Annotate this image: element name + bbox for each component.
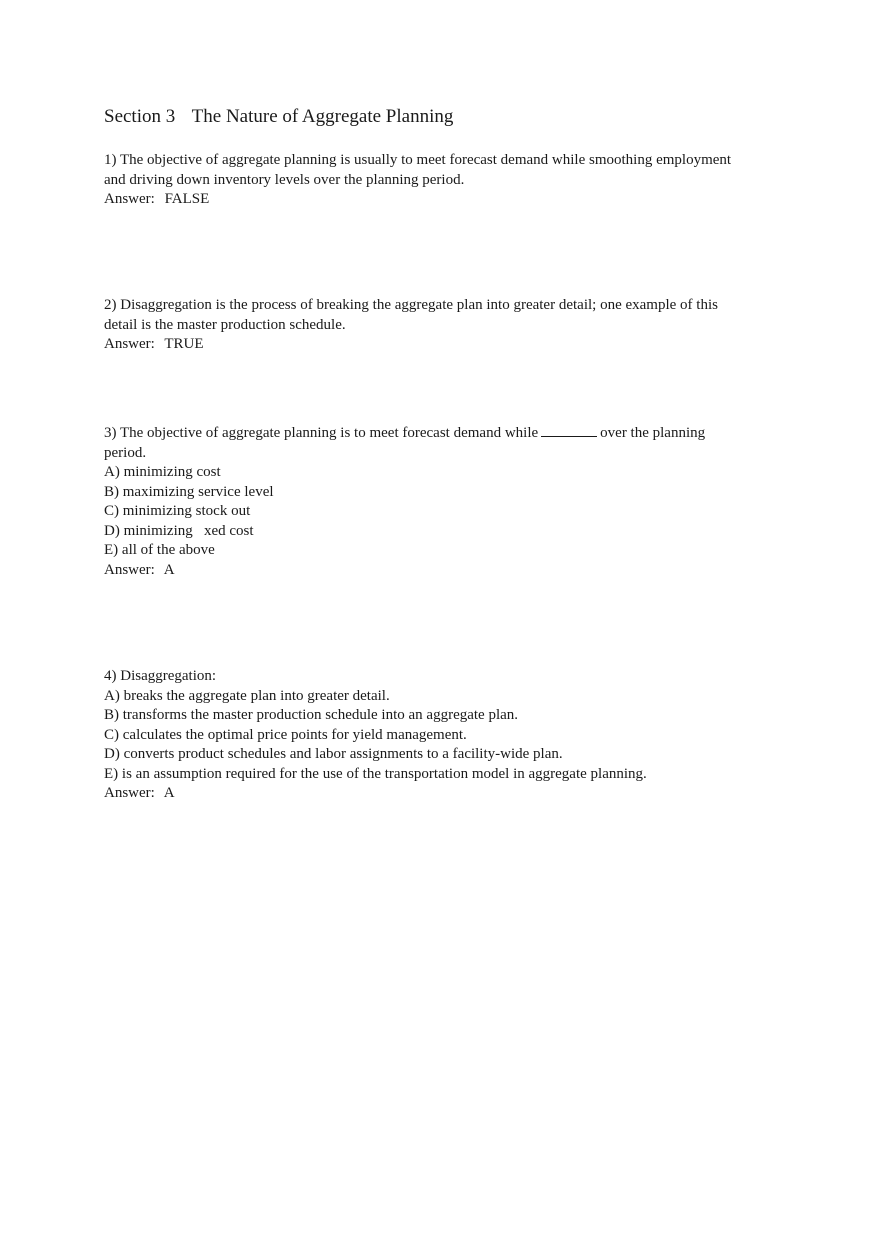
question-1 — [104, 151, 784, 210]
question-2 — [104, 296, 784, 355]
answer-label: Answer: — [104, 191, 155, 207]
option-e: E) all of the above — [104, 542, 215, 558]
question-1-line-1: 1) The objective of aggregate planning is usually to meet forecast demand while smoothing employment — [104, 152, 732, 168]
option-d: D) minimizing xed cost — [104, 522, 254, 539]
option-d: D) converts product schedules and labor assignments to a facility-wide plan. — [104, 746, 563, 762]
question-2-answer — [104, 335, 784, 355]
question-4 — [104, 667, 784, 804]
section-title: The Nature of Aggregate Planning — [191, 106, 454, 127]
option-e: E) is an assumption required for the use of the transportation model in aggregate planning. — [104, 765, 647, 782]
option-a: A) breaks the aggregate plan into greater detail. — [104, 687, 390, 704]
option-b: B) maximizing service level — [104, 483, 274, 500]
answer-value: TRUE — [164, 336, 204, 352]
option-b: B) transforms the master production schedule into an aggregate plan. — [104, 707, 519, 723]
question-4-stem: 4) Disaggregation: — [104, 668, 217, 684]
question-3-stem-line-2: period. — [104, 444, 147, 461]
question-2-line-1: 2) Disaggregation is the process of breaking the aggregate plan into greater detail; one example of this — [104, 297, 718, 313]
question-1-answer — [104, 190, 784, 210]
question-3 — [104, 424, 784, 580]
question-3-answer — [104, 561, 784, 581]
answer-value: A — [163, 561, 175, 578]
stem-before-blank: 3) The objective of aggregate planning is to meet forecast demand while — [104, 425, 539, 441]
option-a: A) minimizing cost — [104, 464, 221, 480]
answer-label: Answer: — [104, 336, 155, 352]
answer-value: FALSE — [164, 191, 210, 207]
question-1-line-2: and driving down inventory levels over the planning period. — [104, 171, 465, 188]
fill-in-blank — [541, 424, 597, 437]
option-c: C) minimizing stock out — [104, 503, 251, 519]
option-c: C) calculates the optimal price points for yield management. — [104, 726, 467, 743]
question-2-line-2: detail is the master production schedule. — [104, 316, 346, 333]
section-heading — [104, 105, 453, 129]
question-3-stem-line-1 — [104, 424, 784, 444]
question-4-answer — [104, 784, 784, 804]
answer-label: Answer: — [104, 561, 155, 578]
section-number: Section 3 — [104, 106, 176, 127]
stem-after-blank: over the planning — [600, 425, 706, 441]
answer-label: Answer: — [104, 785, 155, 801]
answer-value: A — [163, 785, 175, 801]
